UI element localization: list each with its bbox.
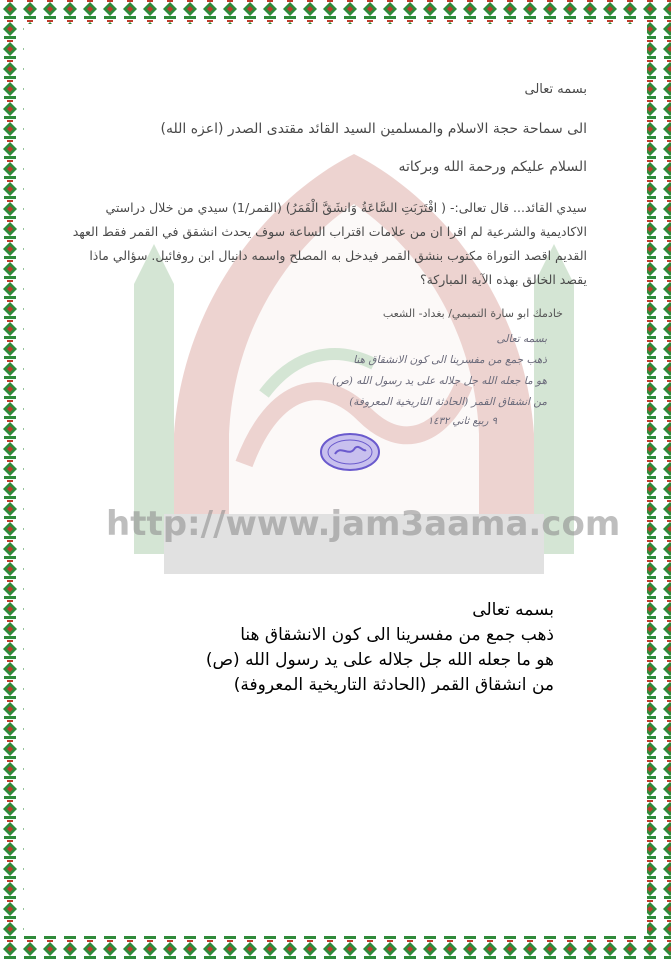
letter-body: سيدي القائد... قال تعالى:- ( اقْتَرَبَتِ السَّاعَةُ وَانشَقَّ الْقَمَرُ) (القمر/1) سيدي من خلال دراستي الاكاديمية والشرعية لم اقرا ان من علامات اقتراب الساعة سوف يحدث انشقق في القمر فقط العهد القديم اقصد التوراة مكتوب بنشق القمر فيدخل به المصلح واسمه دانيال ابن روفائيل. سؤالي ماذا يقصد الخالق بهذه الآية المباركة؟ xyxy=(72,200,587,287)
letter-page xyxy=(24,24,647,936)
letter-greeting: السلام عليكم ورحمة الله وبركاته xyxy=(398,159,587,175)
letter-bismillah: بسمه تعالى xyxy=(524,82,587,97)
answer-line: من انشقاق القمر (الحادثة التاريخية المعروفة) xyxy=(233,675,554,695)
answer-line: بسمه تعالى xyxy=(472,600,554,620)
handwritten-line: بسمه تعالى xyxy=(496,333,547,345)
seal-stamp-icon xyxy=(319,432,381,472)
handwritten-reply xyxy=(207,329,547,413)
handwritten-date: ٩ ربيع ثاني ١٤٣٢ xyxy=(427,416,497,427)
letter-address: الى سماحة حجة الاسلام والمسلمين السيد القائد مقتدى الصدر (اعزه الله) xyxy=(160,121,587,137)
answer-line: هو ما جعله الله جل جلاله على يد رسول الله (ص) xyxy=(205,650,554,670)
handwritten-line: ذهب جمع من مفسرينا الى كون الانشقاق هنا xyxy=(353,354,547,366)
letter-signature: خادمك ابو سارة التميمي/ بغداد- الشعب xyxy=(382,307,563,320)
watermark-url: http://www.jam3aama.com xyxy=(106,504,621,544)
typed-answer xyxy=(206,598,554,698)
handwritten-line: هو ما جعله الله جل جلاله على يد رسول الله (ص) xyxy=(331,375,547,387)
answer-line: ذهب جمع من مفسرينا الى كون الانشقاق هنا xyxy=(240,625,554,645)
handwritten-line: من انشقاق القمر (الحادثة التاريخية المعروفة) xyxy=(349,396,547,408)
